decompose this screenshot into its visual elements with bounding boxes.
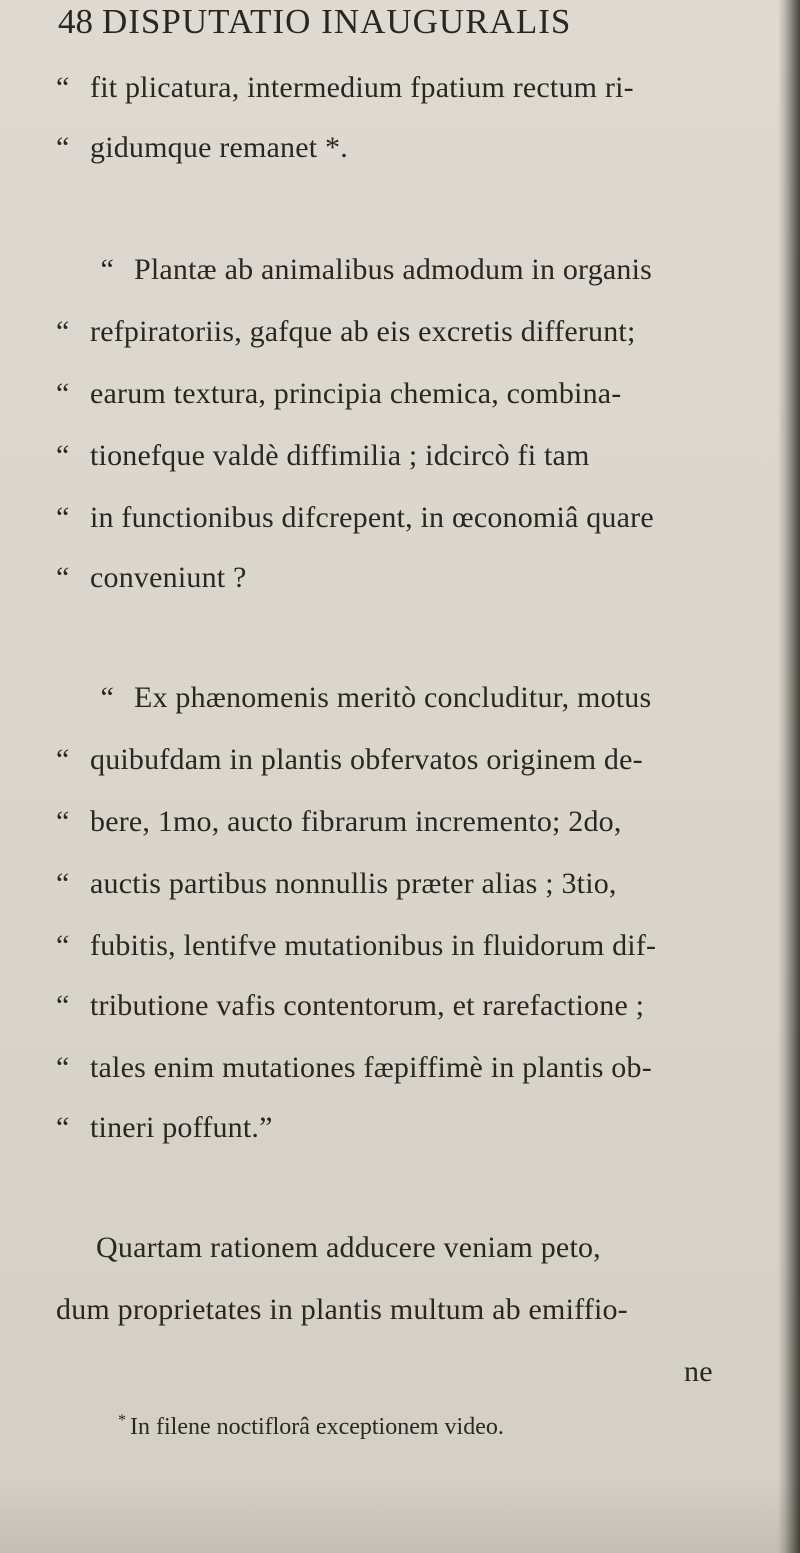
page-header (0, 2, 800, 46)
text-line: “ fit plicatura, intermedium fpatium rectum ri- (56, 71, 634, 104)
running-title: DISPUTATIO INAUGURALIS (102, 2, 572, 41)
text-line: “ auctis partibus nonnullis præter alias ; 3tio, (56, 867, 617, 900)
text-line: “ in functionibus difcrepent, in œconomiâ quare (56, 501, 654, 534)
page-shadow (0, 1483, 800, 1553)
text-line: “ bere, 1mo, aucto fibrarum incremento; 2do, (56, 805, 622, 838)
text-line: “ quibufdam in plantis obfervatos originem de- (56, 743, 643, 776)
page-edge (778, 0, 800, 1553)
text-line: “ Ex phænomenis meritò concluditur, motus (100, 681, 652, 714)
text-line: “ refpiratoriis, gafque ab eis excretis differunt; (56, 315, 636, 348)
text-line: “ tionefque valdè diffimilia ; idcircò fi tam (56, 439, 590, 472)
text-line: “ Plantæ ab animalibus admodum in organis (100, 253, 653, 286)
text-line: “ conveniunt ? (56, 561, 247, 594)
text-line: “ tributione vafis contentorum, et rarefactione ; (56, 989, 645, 1022)
text-line: “ fubitis, lentifve mutationibus in fluidorum dif- (56, 929, 657, 962)
page-number: 48 (58, 2, 93, 41)
text-line: “ tales enim mutationes fæpiffimè in plantis ob- (56, 1051, 652, 1084)
catchword: ne (684, 1355, 713, 1388)
footnote (118, 1412, 504, 1441)
text-line: “ gidumque remanet *. (56, 131, 348, 164)
text-line: “ earum textura, principia chemica, combina- (56, 377, 622, 410)
text-line: “ tineri poffunt.” (56, 1111, 273, 1144)
footnote-mark: * (118, 1412, 126, 1429)
text-line: dum proprietates in plantis multum ab emiffio- (56, 1293, 628, 1326)
footnote-text: In filene noctiflorâ exceptionem video. (130, 1414, 504, 1440)
text-line: Quartam rationem adducere veniam peto, (96, 1231, 601, 1264)
